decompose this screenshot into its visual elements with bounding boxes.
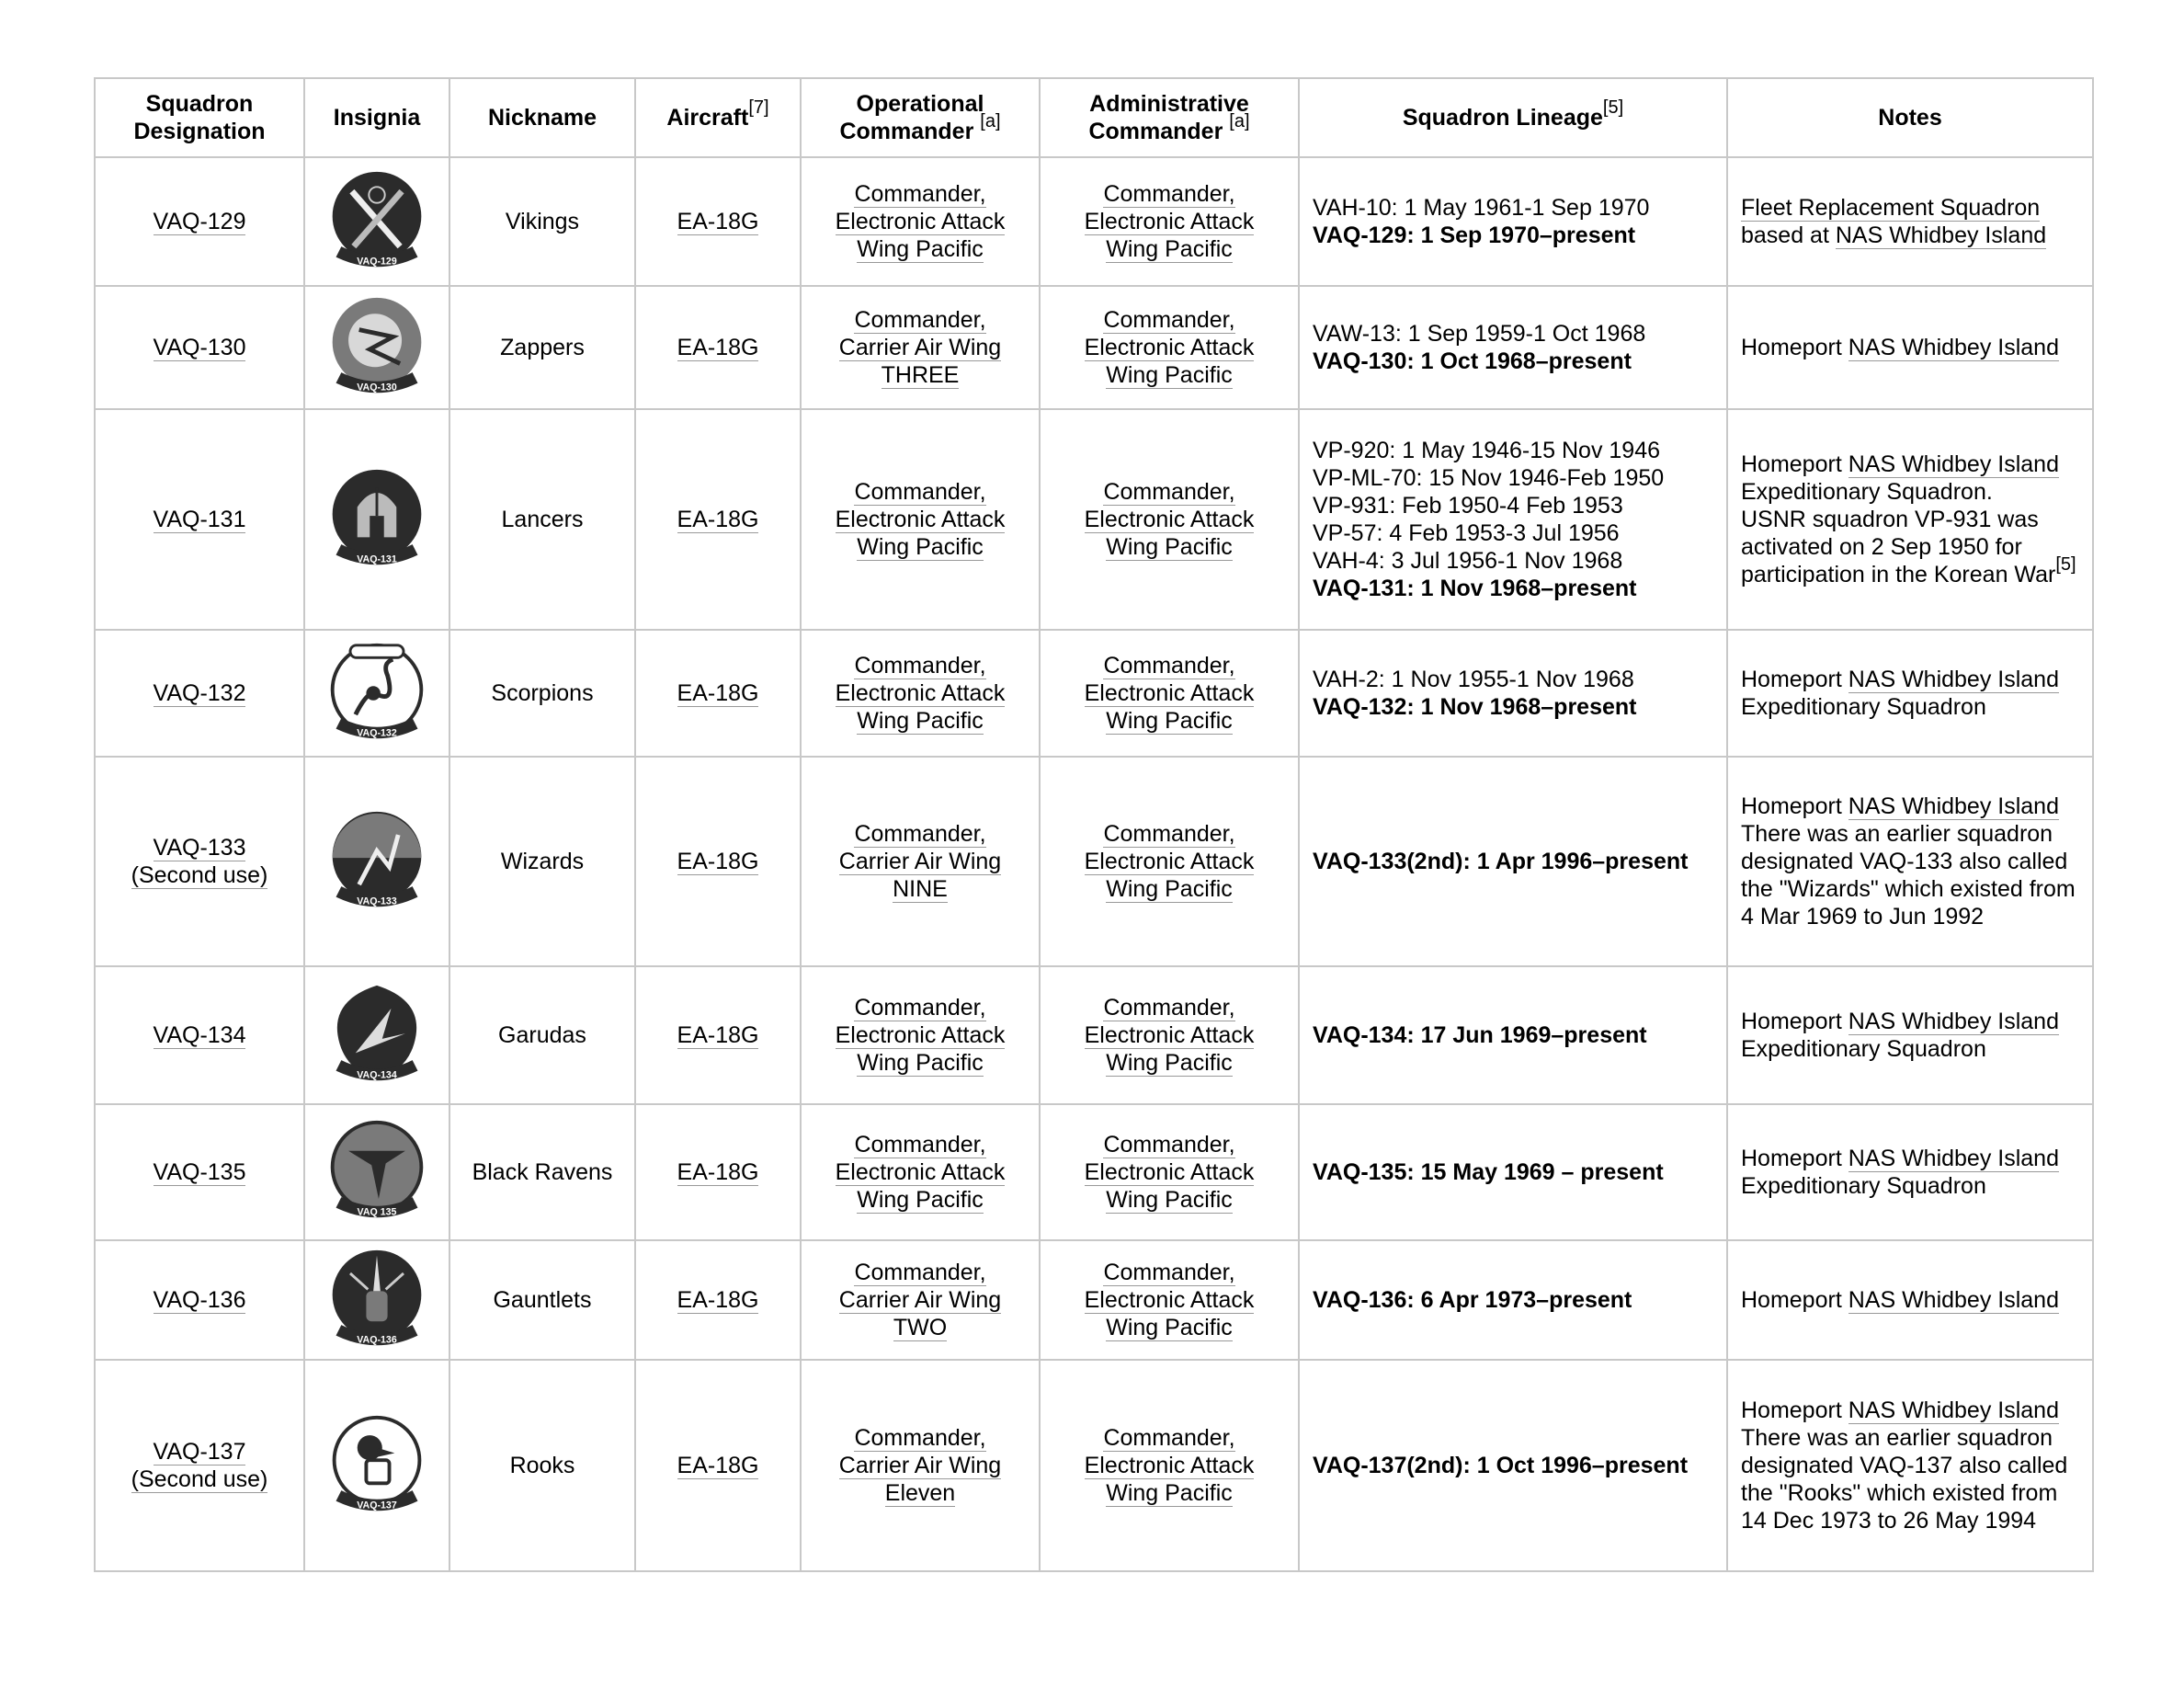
header-notes <box>1727 78 2093 157</box>
op-commander-link[interactable]: Commander, <box>854 653 986 679</box>
admin-commander-link[interactable]: Commander, <box>1103 995 1235 1021</box>
svg-text:VAQ-129: VAQ-129 <box>357 256 397 268</box>
nickname: Wizards <box>500 849 585 874</box>
lineage-current: VAQ-137(2nd): 1 Oct 1996–present <box>1313 1453 1689 1478</box>
admin-commander-link[interactable]: Wing Pacific <box>1106 876 1233 902</box>
admin-commander-link[interactable]: Electronic Attack <box>1084 335 1255 360</box>
cell-admin-commander <box>1040 757 1299 966</box>
aircraft-link[interactable]: EA-18G <box>677 849 759 874</box>
cell-insignia <box>304 757 449 966</box>
nickname: Garudas <box>498 1022 586 1048</box>
notes-detail <box>1741 1424 2079 1534</box>
cell-op-commander <box>801 1240 1040 1360</box>
cell-insignia <box>304 1104 449 1240</box>
svg-text:VAQ-134: VAQ-134 <box>357 1069 397 1081</box>
cell-insignia <box>304 630 449 757</box>
op-commander-link[interactable]: Wing Pacific <box>857 1187 984 1213</box>
cell-insignia <box>304 1360 449 1571</box>
notes-detail-text: There was an earlier squadron designated VAQ-133 also called the "Wizards" which existed from 4 Mar 1969 to Jun 1992 <box>1741 821 2076 930</box>
squadron-table <box>94 77 2094 1572</box>
cell-aircraft <box>635 757 801 966</box>
lineage-entry: VP-931: Feb 1950-4 Feb 1953 <box>1313 493 1623 519</box>
op-commander-link[interactable]: Electronic Attack <box>835 1022 1006 1048</box>
header-lineage <box>1299 78 1727 157</box>
squadron-link[interactable]: VAQ-136 <box>153 1287 246 1313</box>
table-row <box>95 1240 2093 1360</box>
cell-op-commander <box>801 1104 1040 1240</box>
svg-text:VAQ-132: VAQ-132 <box>357 727 397 739</box>
op-commander-link[interactable]: Electronic Attack <box>835 209 1006 234</box>
cell-lineage <box>1299 1360 1727 1571</box>
cell-designation <box>95 1360 304 1571</box>
lineage-current: VAQ-132: 1 Nov 1968–present <box>1313 694 1637 720</box>
cell-designation <box>95 1104 304 1240</box>
admin-commander-link[interactable]: Electronic Attack <box>1084 507 1255 532</box>
lineage-entry: VP-920: 1 May 1946-15 Nov 1946 <box>1313 438 1661 463</box>
header-nickname <box>449 78 635 157</box>
header-nickname-label: Nickname <box>487 105 597 131</box>
op-commander-link[interactable]: Wing Pacific <box>857 708 984 734</box>
admin-commander-link[interactable]: Commander, <box>1103 307 1235 333</box>
nickname: Gauntlets <box>493 1287 592 1313</box>
cell-aircraft <box>635 966 801 1104</box>
helmet-insignia-icon[interactable] <box>324 466 430 573</box>
cell-insignia <box>304 1240 449 1360</box>
notes-detail-text: USNR squadron VP-931 was activated on 2 Sep 1950 for participation in the Korean War <box>1741 507 2056 587</box>
op-commander-link[interactable]: Commander, <box>854 307 986 333</box>
cell-lineage <box>1299 157 1727 286</box>
admin-commander-link[interactable]: Commander, <box>1103 1260 1235 1285</box>
cell-op-commander <box>801 286 1040 409</box>
scorpion-insignia-icon[interactable] <box>324 640 430 747</box>
cell-nickname <box>449 757 635 966</box>
notes-detail <box>1741 506 2079 588</box>
garuda-insignia-icon[interactable] <box>324 982 430 1089</box>
cell-admin-commander <box>1040 286 1299 409</box>
svg-text:VAQ-131: VAQ-131 <box>357 553 397 565</box>
squadron-link[interactable]: VAQ-134 <box>153 1022 246 1048</box>
notes-link[interactable]: NAS Whidbey Island <box>1848 667 2059 692</box>
op-commander-link[interactable]: NINE <box>893 876 948 902</box>
cell-nickname <box>449 630 635 757</box>
lineage-entry: VP-ML-70: 15 Nov 1946-Feb 1950 <box>1313 465 1665 491</box>
cell-admin-commander <box>1040 1360 1299 1571</box>
admin-commander-link[interactable]: Wing Pacific <box>1106 708 1233 734</box>
admin-commander-link[interactable]: Electronic Attack <box>1084 1453 1255 1478</box>
cell-admin-commander <box>1040 1240 1299 1360</box>
notes-detail-text: Expeditionary Squadron <box>1741 1173 1986 1199</box>
op-commander-link[interactable]: Wing Pacific <box>857 236 984 262</box>
nickname: Black Ravens <box>472 1159 613 1185</box>
second-use-link[interactable]: (Second use) <box>131 1466 268 1492</box>
header-row <box>95 78 2093 157</box>
cell-aircraft <box>635 409 801 630</box>
cell-nickname <box>449 1240 635 1360</box>
cell-aircraft <box>635 286 801 409</box>
notes-text: Homeport <box>1741 667 1848 692</box>
second-use-link[interactable]: (Second use) <box>131 862 268 888</box>
notes-detail-text: There was an earlier squadron designated VAQ-137 also called the "Rooks" which existed from 14 Dec 1973 to 26 May 1994 <box>1741 1425 2068 1534</box>
cell-lineage <box>1299 966 1727 1104</box>
cell-nickname <box>449 286 635 409</box>
cell-designation <box>95 757 304 966</box>
aircraft-link[interactable]: EA-18G <box>677 1159 759 1185</box>
notes-text: Homeport <box>1741 793 1848 819</box>
lineage-current: VAQ-136: 6 Apr 1973–present <box>1313 1287 1632 1313</box>
op-commander-link[interactable]: Carrier Air Wing <box>838 849 1002 874</box>
header-aircraft <box>635 78 801 157</box>
admin-commander-link[interactable]: Commander, <box>1103 1425 1235 1451</box>
lineage-entry: VAH-10: 1 May 1961-1 Sep 1970 <box>1313 195 1650 221</box>
cell-nickname <box>449 409 635 630</box>
notes-link[interactable]: NAS Whidbey Island <box>1848 1287 2059 1313</box>
notes-link[interactable]: NAS Whidbey Island <box>1848 793 2059 819</box>
aircraft-link[interactable]: EA-18G <box>677 1287 759 1313</box>
cell-notes <box>1727 1104 2093 1240</box>
squadron-link[interactable]: VAQ-132 <box>153 680 246 706</box>
admin-commander-link[interactable]: Electronic Attack <box>1084 1022 1255 1048</box>
op-commander-link[interactable]: Commander, <box>854 479 986 505</box>
squadron-link[interactable]: VAQ-133 <box>153 835 246 861</box>
admin-commander-link[interactable]: Wing Pacific <box>1106 1050 1233 1076</box>
cell-notes <box>1727 1360 2093 1571</box>
table-row <box>95 757 2093 966</box>
notes-link[interactable]: NAS Whidbey Island <box>1848 335 2059 360</box>
notes-text: Homeport <box>1741 1397 1848 1423</box>
svg-text:VAQ-137: VAQ-137 <box>357 1500 397 1511</box>
header-insignia <box>304 78 449 157</box>
nickname: Zappers <box>500 335 585 360</box>
op-commander-link[interactable]: Eleven <box>884 1480 956 1506</box>
viking-insignia-icon[interactable] <box>324 168 430 275</box>
cell-lineage <box>1299 1104 1727 1240</box>
header-notes-label: Notes <box>1878 105 1942 131</box>
cell-notes <box>1727 157 2093 286</box>
notes-text: Homeport <box>1741 1146 1848 1171</box>
admin-commander-link[interactable]: Commander, <box>1103 653 1235 679</box>
cell-aircraft <box>635 157 801 286</box>
notes-link[interactable]: NAS Whidbey Island <box>1848 1009 2059 1034</box>
op-commander-link[interactable]: Carrier Air Wing <box>838 1287 1002 1313</box>
lineage-current: VAQ-130: 1 Oct 1968–present <box>1313 348 1632 374</box>
admin-commander-link[interactable]: Wing Pacific <box>1106 1187 1233 1213</box>
cell-op-commander <box>801 157 1040 286</box>
lineage-entry: VAH-2: 1 Nov 1955-1 Nov 1968 <box>1313 667 1634 692</box>
header-op-label: Operational Commander <box>839 91 984 144</box>
notes-link[interactable]: NAS Whidbey Island <box>1848 451 2059 477</box>
cell-designation <box>95 1240 304 1360</box>
cell-insignia <box>304 966 449 1104</box>
cell-lineage <box>1299 1240 1727 1360</box>
aircraft-link[interactable]: EA-18G <box>677 507 759 532</box>
cell-lineage <box>1299 286 1727 409</box>
squadron-link[interactable]: VAQ-130 <box>153 335 246 360</box>
table-row <box>95 157 2093 286</box>
admin-commander-link[interactable]: Electronic Attack <box>1084 1159 1255 1185</box>
notes-text: Homeport <box>1741 1287 1848 1313</box>
cell-notes <box>1727 966 2093 1104</box>
admin-commander-link[interactable]: Electronic Attack <box>1084 1287 1255 1313</box>
cell-nickname <box>449 1104 635 1240</box>
cell-designation <box>95 409 304 630</box>
header-op-commander <box>801 78 1040 157</box>
squadron-link[interactable]: VAQ-135 <box>153 1159 246 1185</box>
op-ref-link[interactable]: [a] <box>980 111 1001 131</box>
lineage-current: VAQ-135: 15 May 1969 – present <box>1313 1159 1664 1185</box>
lineage-current: VAQ-134: 17 Jun 1969–present <box>1313 1022 1647 1048</box>
cell-op-commander <box>801 409 1040 630</box>
squadron-link[interactable]: VAQ-129 <box>153 209 246 234</box>
lineage-entry: VAW-13: 1 Sep 1959-1 Oct 1968 <box>1313 321 1646 347</box>
lineage-current: VAQ-129: 1 Sep 1970–present <box>1313 222 1636 248</box>
header-lineage-label: Squadron Lineage <box>1402 105 1603 131</box>
notes-link[interactable]: NAS Whidbey Island <box>1848 1397 2059 1423</box>
notes-text: Homeport <box>1741 335 1848 360</box>
admin-commander-link[interactable]: Electronic Attack <box>1084 680 1255 706</box>
notes-link[interactable]: NAS Whidbey Island <box>1848 1146 2059 1171</box>
nickname: Vikings <box>505 209 580 234</box>
cell-aircraft <box>635 630 801 757</box>
admin-commander-link[interactable]: Commander, <box>1103 821 1235 847</box>
cell-insignia <box>304 157 449 286</box>
op-commander-link[interactable]: Electronic Attack <box>835 680 1006 706</box>
notes-detail <box>1741 1035 2079 1063</box>
svg-text:VAQ-136: VAQ-136 <box>357 1334 397 1346</box>
lightning-insignia-icon[interactable] <box>324 294 430 401</box>
cell-insignia <box>304 286 449 409</box>
admin-commander-link[interactable]: Wing Pacific <box>1106 1315 1233 1340</box>
cell-op-commander <box>801 630 1040 757</box>
cell-op-commander <box>801 757 1040 966</box>
admin-commander-link[interactable]: Wing Pacific <box>1106 534 1233 560</box>
cell-admin-commander <box>1040 157 1299 286</box>
notes-text: Expeditionary Squadron. <box>1741 479 1993 505</box>
notes-detail-text: Expeditionary Squadron <box>1741 1036 1986 1062</box>
op-commander-link[interactable]: Electronic Attack <box>835 507 1006 532</box>
cell-nickname <box>449 966 635 1104</box>
op-commander-link[interactable]: Commander, <box>854 821 986 847</box>
notes-detail-text: Expeditionary Squadron <box>1741 694 1986 720</box>
raven-insignia-icon[interactable] <box>324 1119 430 1226</box>
nickname: Scorpions <box>491 680 594 706</box>
table-row <box>95 1360 2093 1571</box>
notes-text: Homeport <box>1741 451 1848 477</box>
squadron-link[interactable]: VAQ-131 <box>153 507 246 532</box>
gauntlet-insignia-icon[interactable] <box>324 1247 430 1353</box>
notes-detail <box>1741 1172 2079 1200</box>
header-designation <box>95 78 304 157</box>
op-commander-link[interactable]: Carrier Air Wing <box>838 335 1002 360</box>
op-commander-link[interactable]: Commander, <box>854 1132 986 1158</box>
rook-insignia-icon[interactable] <box>324 1412 430 1519</box>
table-row <box>95 286 2093 409</box>
cell-op-commander <box>801 966 1040 1104</box>
lineage-entry: VAH-4: 3 Jul 1956-1 Nov 1968 <box>1313 548 1623 574</box>
cell-designation <box>95 286 304 409</box>
table-row <box>95 966 2093 1104</box>
nickname: Rooks <box>509 1453 575 1478</box>
admin-commander-link[interactable]: Wing Pacific <box>1106 362 1233 388</box>
cell-notes <box>1727 286 2093 409</box>
cell-aircraft <box>635 1240 801 1360</box>
notes-detail <box>1741 693 2079 721</box>
lineage-ref-link[interactable]: [5] <box>1602 97 1624 118</box>
admin-commander-link[interactable]: Commander, <box>1103 1132 1235 1158</box>
table-row <box>95 1104 2093 1240</box>
svg-text:VAQ 135: VAQ 135 <box>357 1206 397 1218</box>
aircraft-ref-link[interactable]: [7] <box>748 97 769 118</box>
cell-insignia <box>304 409 449 630</box>
cell-notes <box>1727 409 2093 630</box>
cell-notes <box>1727 1240 2093 1360</box>
aircraft-link[interactable]: EA-18G <box>677 680 759 706</box>
table-row <box>95 630 2093 757</box>
cell-notes <box>1727 757 2093 966</box>
admin-commander-link[interactable]: Wing Pacific <box>1106 236 1233 262</box>
op-commander-link[interactable]: THREE <box>881 362 960 388</box>
op-commander-link[interactable]: Commander, <box>854 995 986 1021</box>
admin-commander-link[interactable]: Electronic Attack <box>1084 209 1255 234</box>
header-insignia-label: Insignia <box>333 105 421 131</box>
admin-commander-link[interactable]: Commander, <box>1103 181 1235 207</box>
cell-designation <box>95 966 304 1104</box>
wizard-insignia-icon[interactable] <box>324 808 430 915</box>
notes-detail <box>1741 820 2079 930</box>
lineage-current: VAQ-131: 1 Nov 1968–present <box>1313 576 1637 601</box>
svg-text:VAQ-130: VAQ-130 <box>357 382 397 393</box>
cell-nickname <box>449 1360 635 1571</box>
op-commander-link[interactable]: Commander, <box>854 1425 986 1451</box>
notes-ref-link[interactable]: [5] <box>2055 554 2076 575</box>
cell-admin-commander <box>1040 409 1299 630</box>
cell-admin-commander <box>1040 966 1299 1104</box>
header-admin-label: Administrative Commander <box>1088 91 1249 144</box>
op-commander-link[interactable]: TWO <box>893 1315 948 1340</box>
aircraft-link[interactable]: EA-18G <box>677 1453 759 1478</box>
aircraft-link[interactable]: EA-18G <box>677 1022 759 1048</box>
admin-commander-link[interactable]: Commander, <box>1103 479 1235 505</box>
cell-lineage <box>1299 409 1727 630</box>
cell-notes <box>1727 630 2093 757</box>
notes-link[interactable]: Fleet Replacement Squadron <box>1741 195 2041 221</box>
op-commander-link[interactable]: Wing Pacific <box>857 1050 984 1076</box>
op-commander-link[interactable]: Wing Pacific <box>857 534 984 560</box>
op-commander-link[interactable]: Electronic Attack <box>835 1159 1006 1185</box>
aircraft-link[interactable]: EA-18G <box>677 209 759 234</box>
header-designation-label: Squadron Designation <box>133 91 266 144</box>
op-commander-link[interactable]: Commander, <box>854 1260 986 1285</box>
cell-nickname <box>449 157 635 286</box>
cell-lineage <box>1299 757 1727 966</box>
notes-link[interactable]: NAS Whidbey Island <box>1835 222 2047 248</box>
cell-admin-commander <box>1040 630 1299 757</box>
cell-aircraft <box>635 1360 801 1571</box>
squadron-link[interactable]: VAQ-137 <box>153 1439 246 1465</box>
svg-text:VAQ-133: VAQ-133 <box>357 895 397 907</box>
header-admin-commander <box>1040 78 1299 157</box>
nickname: Lancers <box>501 507 584 532</box>
notes-text: based at <box>1741 222 1836 248</box>
admin-commander-link[interactable]: Wing Pacific <box>1106 1480 1233 1506</box>
admin-ref-link[interactable]: [a] <box>1229 111 1250 131</box>
cell-op-commander <box>801 1360 1040 1571</box>
op-commander-link[interactable]: Carrier Air Wing <box>838 1453 1002 1478</box>
aircraft-link[interactable]: EA-18G <box>677 335 759 360</box>
header-aircraft-label: Aircraft <box>666 105 749 131</box>
op-commander-link[interactable]: Commander, <box>854 181 986 207</box>
lineage-current: VAQ-133(2nd): 1 Apr 1996–present <box>1313 849 1689 874</box>
cell-designation <box>95 157 304 286</box>
cell-lineage <box>1299 630 1727 757</box>
cell-aircraft <box>635 1104 801 1240</box>
admin-commander-link[interactable]: Electronic Attack <box>1084 849 1255 874</box>
cell-admin-commander <box>1040 1104 1299 1240</box>
notes-text: Homeport <box>1741 1009 1848 1034</box>
table-row <box>95 409 2093 630</box>
cell-designation <box>95 630 304 757</box>
lineage-entry: VP-57: 4 Feb 1953-3 Jul 1956 <box>1313 520 1620 546</box>
